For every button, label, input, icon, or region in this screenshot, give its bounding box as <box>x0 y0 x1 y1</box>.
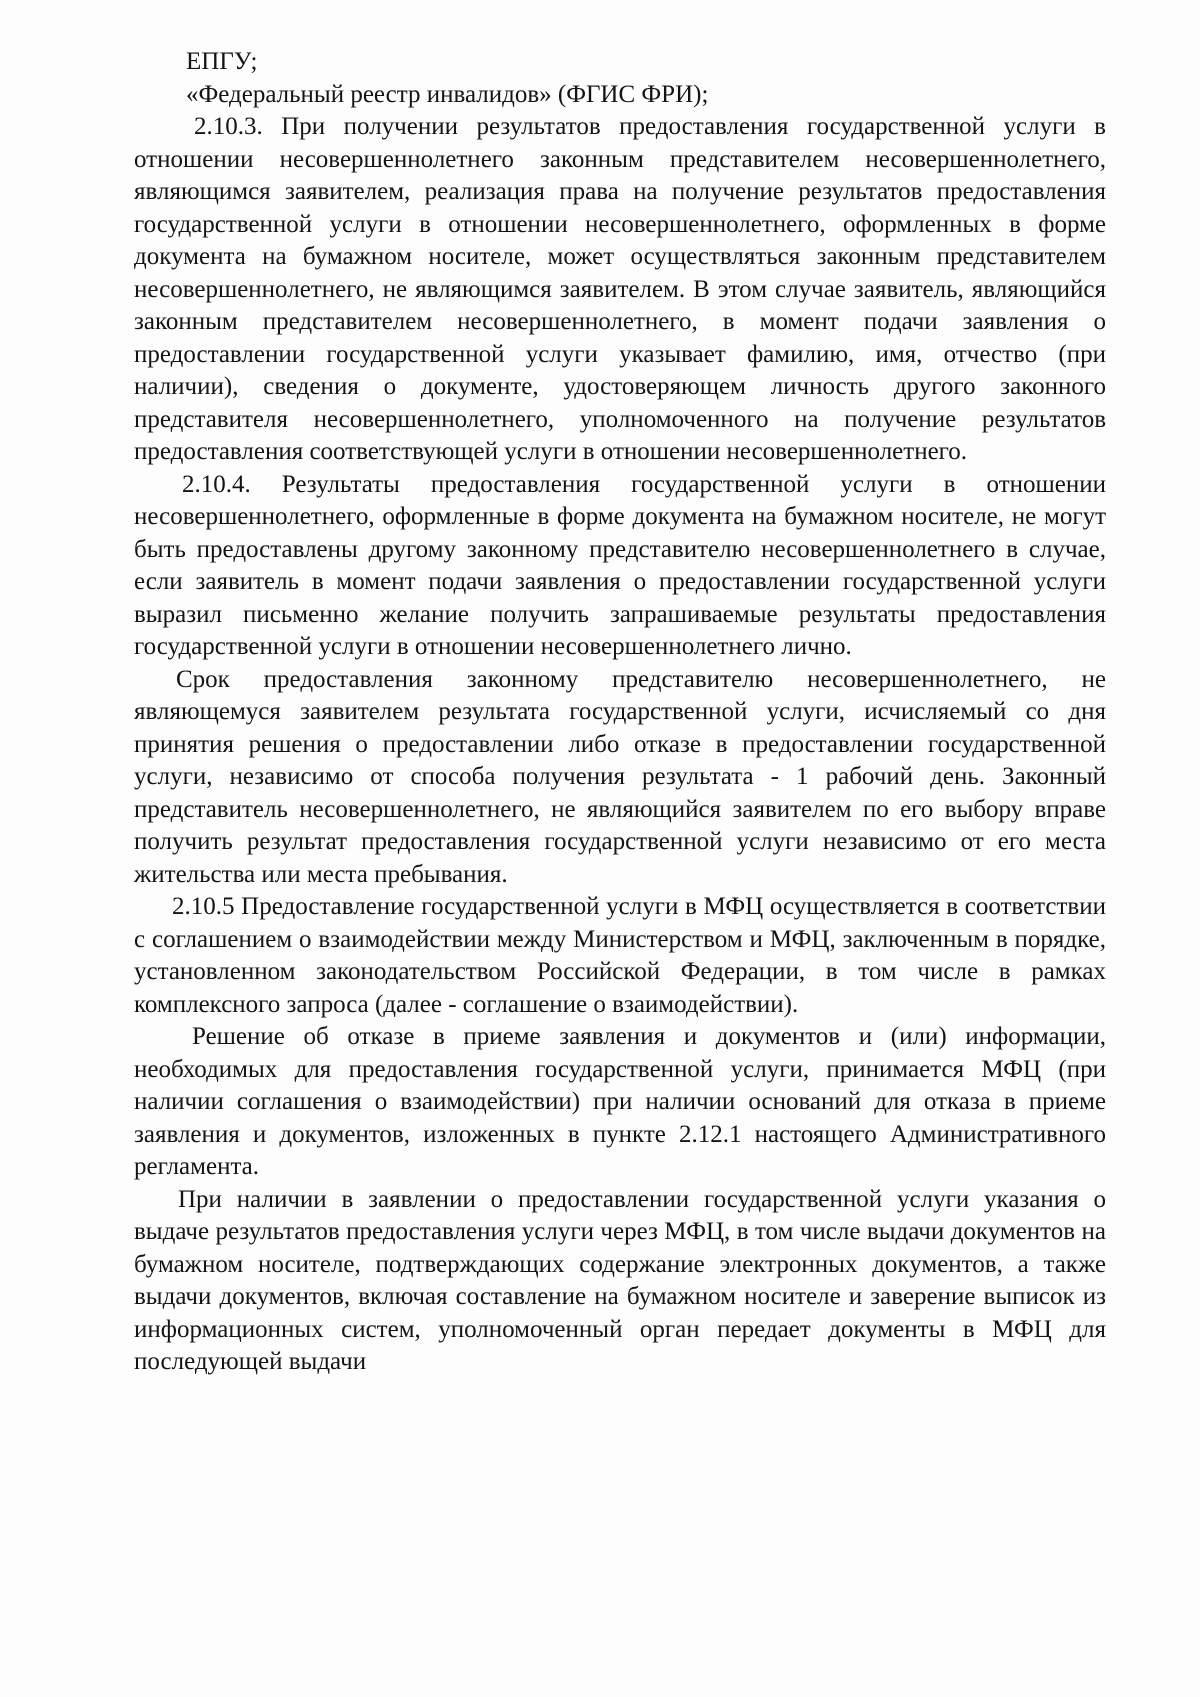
paragraph-refusal: Решение об отказе в приеме заявления и документов и (или) информации, необходимых для предоставления государственной услуги, принимается МФЦ (при наличии соглашения о взаимодействии) при наличии оснований для отказа в приеме заявления и документов, изложенных в пункте 2.12.1 настоящего Административного регламента. <box>134 1023 1106 1180</box>
document-body <box>134 46 1106 1379</box>
paragraph-fgis-fri: «Федеральный реестр инвалидов» (ФГИС ФРИ); <box>186 80 709 108</box>
paragraph-epgu: ЕПГУ; <box>186 48 258 75</box>
paragraph-term: Срок предоставления законному представителю несовершеннолетнего, не являющемуся заявителем результата государственной услуги, исчисляемый со дня принятия решения о предоставлении либо отказе в предоставлении государственной услуги, независимо от способа получения результата - 1 рабочий день. Законный представитель несовершеннолетнего, не являющийся заявителем по его выбору вправе получить результат предоставления государственной услуги независимо от его места жительства или места пребывания. <box>134 665 1106 888</box>
paragraph-mfc-issue: При наличии в заявлении о предоставлении государственной услуги указания о выдаче результатов предоставления услуги через МФЦ, в том числе выдачи документов на бумажном носителе, подтверждающих содержание электронных документов, а также выдачи документов, включая составление на бумажном носителе и заверение выписок из информационных систем, уполномоченный орган передает документы в МФЦ для последующей выдачи <box>134 1185 1106 1375</box>
paragraph-2-10-4: 2.10.4. Результаты предоставления государственной услуги в отношении несовершеннолетнего, оформленные в форме документа на бумажном носителе, не могут быть предоставлены другому законному представителю несовершеннолетнего в случае, если заявитель в момент подачи заявления о предоставлении государственной услуги выразил письменно желание получить запрашиваемые результаты предоставления государственной услуги в отношении несовершеннолетнего лично. <box>134 470 1106 660</box>
paragraph-2-10-5: 2.10.5 Предоставление государственной услуги в МФЦ осуществляется в соответствии с соглашением о взаимодействии между Министерством и МФЦ, заключенным в порядке, установленном законодательством Российской Федерации, в том числе в рамках комплексного запроса (далее - соглашение о взаимодействии). <box>134 893 1106 1018</box>
paragraph-2-10-3: 2.10.3. При получении результатов предоставления государственной услуги в отношении несовершеннолетнего законным представителем несовершеннолетнего, являющимся заявителем, реализация права на получение результатов предоставления государственной услуги в отношении несовершеннолетнего, оформленных в форме документа на бумажном носителе, может осуществляться законным представителем несовершеннолетнего, не являющимся заявителем. В этом случае заявитель, являющийся законным представителем несовершеннолетнего, в момент подачи заявления о предоставлении государственной услуги указывает фамилию, имя, отчество (при наличии), сведения о документе, удостоверяющем личность другого законного представителя несовершеннолетнего, уполномоченного на получение результатов предоставления соответствующей услуги в отношении несовершеннолетнего. <box>134 113 1106 465</box>
